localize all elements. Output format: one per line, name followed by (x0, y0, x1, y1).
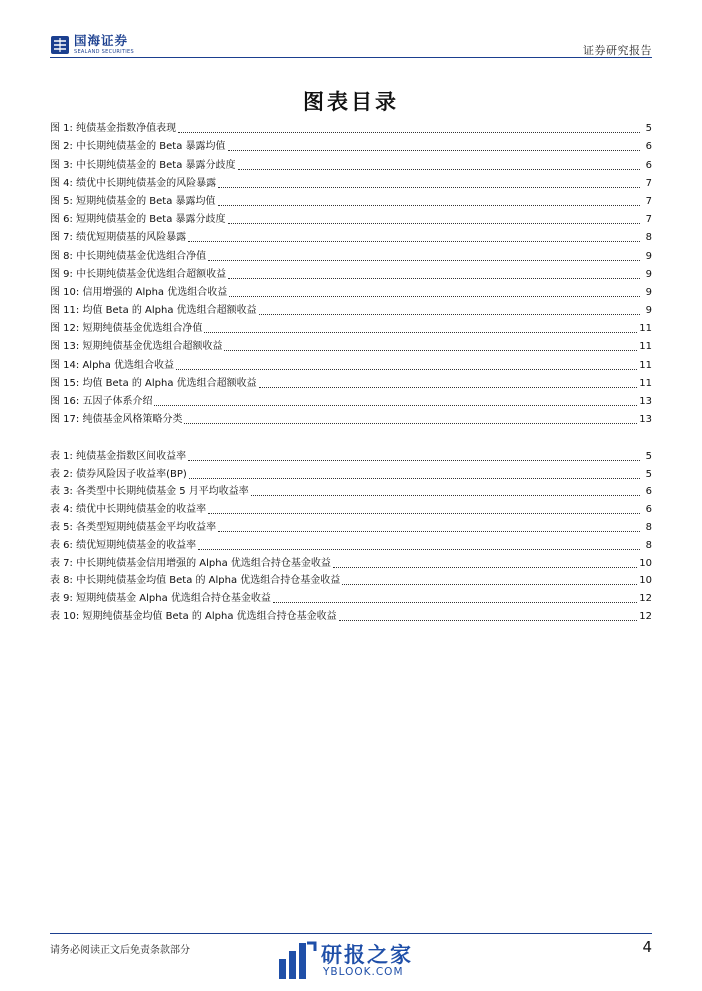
toc-entry[interactable] (50, 299, 652, 317)
toc-leader-dots (198, 548, 640, 550)
toc-entry[interactable] (50, 587, 652, 605)
toc-entry-label: 表 6: 绩优短期纯债基金的收益率 (50, 539, 197, 551)
figure-toc-list (50, 117, 652, 426)
page-header (50, 32, 652, 60)
toc-entry[interactable] (50, 335, 652, 353)
toc-entry[interactable] (50, 226, 652, 244)
toc-entry-page: 12 (639, 593, 652, 605)
toc-entry-label: 图 16: 五因子体系介绍 (50, 396, 153, 407)
toc-entry-page: 6 (645, 504, 652, 516)
toc-leader-dots (259, 313, 640, 315)
toc-entry-label: 图 1: 纯债基金指数净值表现 (50, 123, 177, 135)
watermark-cn-text: 研报之家 (321, 943, 413, 967)
toc-entry-label: 图 17: 纯债基金风格策略分类 (50, 414, 183, 426)
toc-leader-dots (218, 186, 640, 188)
toc-entry-label: 表 4: 绩优中长期纯债基金的收益率 (50, 504, 207, 516)
toc-leader-dots (218, 204, 640, 206)
toc-entry-page: 11 (639, 341, 652, 353)
toc-leader-dots (204, 331, 637, 333)
toc-entry[interactable] (50, 281, 652, 299)
toc-entry-page: 6 (645, 159, 652, 171)
toc-entry-page: 9 (645, 286, 652, 298)
page-number: 4 (642, 938, 652, 956)
toc-entry-page: 5 (645, 123, 652, 135)
toc-entry-page: 8 (645, 539, 652, 551)
toc-leader-dots (259, 386, 638, 388)
toc-entry[interactable] (50, 135, 652, 153)
toc-entry[interactable] (50, 570, 652, 588)
toc-leader-dots (339, 619, 638, 621)
company-logo (50, 32, 134, 58)
toc-entry[interactable] (50, 153, 652, 171)
toc-entry[interactable] (50, 498, 652, 516)
toc-entry-label: 图 13: 短期纯债基金优选组合超额收益 (50, 341, 223, 353)
toc-entry-label: 图 11: 均值 Beta 的 Alpha 优选组合超额收益 (50, 305, 257, 317)
toc-entry-label: 图 12: 短期纯债基金优选组合净值 (50, 323, 203, 335)
toc-entry-label: 图 9: 中长期纯债基金优选组合超额收益 (50, 268, 227, 280)
toc-entry-page: 13 (639, 414, 652, 426)
toc-entry-page: 9 (645, 305, 652, 317)
toc-entry-page: 5 (645, 450, 652, 462)
toc-entry-label: 表 10: 短期纯债基金均值 Beta 的 Alpha 优选组合持仓基金收益 (50, 610, 337, 622)
toc-entry[interactable] (50, 463, 652, 481)
toc-entry[interactable] (50, 516, 652, 534)
toc-leader-dots (178, 131, 640, 133)
toc-entry-page: 13 (639, 396, 652, 407)
toc-entry[interactable] (50, 445, 652, 463)
toc-leader-dots (208, 259, 640, 261)
toc-entry[interactable] (50, 408, 652, 426)
toc-entry-page: 7 (645, 214, 652, 226)
logo-en-text: SEALAND SECURITIES (74, 48, 134, 55)
header-divider (50, 57, 652, 58)
toc-entry[interactable] (50, 172, 652, 190)
toc-leader-dots (273, 601, 637, 603)
toc-entry-page: 11 (639, 323, 652, 335)
toc-entry-page: 6 (645, 486, 652, 498)
toc-entry-label: 图 8: 中长期纯债基金优选组合净值 (50, 250, 207, 262)
watermark-en-text: YBLOOK.COM (323, 966, 404, 978)
toc-entry[interactable] (50, 552, 652, 570)
watermark (277, 935, 437, 985)
toc-entry-page: 7 (645, 195, 652, 207)
toc-leader-dots (228, 277, 640, 279)
toc-entry-label: 表 7: 中长期纯债基金信用增强的 Alpha 优选组合持仓基金收益 (50, 557, 331, 569)
toc-leader-dots (208, 512, 640, 514)
page-title: 图表目录 (303, 89, 399, 114)
disclaimer-text: 请务必阅读正文后免责条款部分 (50, 945, 190, 956)
toc-entry-page: 9 (645, 268, 652, 280)
toc-leader-dots (188, 459, 640, 461)
logo-cn-text: 国海证券 (74, 33, 129, 49)
toc-entry[interactable] (50, 353, 652, 371)
toc-leader-dots (189, 477, 640, 479)
toc-entry-label: 表 1: 纯债基金指数区间收益率 (50, 450, 187, 462)
toc-leader-dots (238, 168, 640, 170)
footer-divider (50, 933, 652, 934)
toc-entry-page: 8 (645, 232, 652, 244)
toc-entry[interactable] (50, 317, 652, 335)
toc-entry-label: 表 5: 各类型短期纯债基金平均收益率 (50, 521, 217, 533)
toc-entry[interactable] (50, 190, 652, 208)
toc-entry-label: 表 9: 短期纯债基金 Alpha 优选组合持仓基金收益 (50, 593, 271, 605)
toc-entry-label: 图 2: 中长期纯债基金的 Beta 暴露均值 (50, 141, 226, 153)
toc-entry-label: 图 4: 绩优中长期纯债基金的风险暴露 (50, 177, 217, 189)
toc-entry-label: 图 15: 均值 Beta 的 Alpha 优选组合超额收益 (50, 377, 257, 389)
toc-entry[interactable] (50, 208, 652, 226)
toc-entry[interactable] (50, 481, 652, 499)
toc-leader-dots (188, 240, 640, 242)
toc-entry-page: 6 (645, 141, 652, 153)
toc-leader-dots (228, 222, 640, 224)
toc-entry-label: 图 10: 信用增强的 Alpha 优选组合收益 (50, 286, 228, 298)
toc-entry-page: 7 (645, 177, 652, 189)
toc-leader-dots (184, 422, 637, 424)
toc-entry-label: 表 3: 各类型中长期纯债基金 5 月平均收益率 (50, 486, 249, 498)
toc-leader-dots (342, 583, 637, 585)
toc-entry-page: 8 (645, 521, 652, 533)
toc-leader-dots (251, 494, 640, 496)
toc-entry-page: 9 (645, 250, 652, 262)
toc-entry-page: 11 (639, 377, 652, 389)
toc-leader-dots (228, 149, 640, 151)
toc-leader-dots (333, 566, 637, 568)
toc-leader-dots (224, 349, 637, 351)
toc-entry-page: 10 (639, 557, 652, 569)
toc-entry[interactable] (50, 263, 652, 281)
toc-leader-dots (176, 368, 637, 370)
toc-entry-label: 图 7: 绩优短期债基的风险暴露 (50, 232, 187, 244)
toc-entry[interactable] (50, 372, 652, 390)
table-toc-list (50, 445, 652, 623)
report-type-label: 证券研究报告 (583, 44, 652, 57)
toc-leader-dots (154, 404, 637, 406)
toc-entry-page: 12 (639, 610, 652, 622)
toc-entry[interactable] (50, 244, 652, 262)
toc-entry[interactable] (50, 117, 652, 135)
toc-entry-label: 表 8: 中长期纯债基金均值 Beta 的 Alpha 优选组合持仓基金收益 (50, 575, 341, 587)
toc-entry-page: 11 (639, 359, 652, 371)
toc-entry-label: 图 3: 中长期纯债基金的 Beta 暴露分歧度 (50, 159, 236, 171)
toc-entry-page: 5 (645, 468, 652, 480)
toc-entry-page: 10 (639, 575, 652, 587)
toc-entry-label: 图 14: Alpha 优选组合收益 (50, 359, 175, 371)
toc-leader-dots (218, 530, 640, 532)
watermark-logo-icon (277, 939, 317, 981)
toc-entry[interactable] (50, 605, 652, 623)
sealand-logo-icon (50, 35, 70, 55)
toc-entry[interactable] (50, 390, 652, 408)
toc-entry-label: 图 6: 短期纯债基金的 Beta 暴露分歧度 (50, 214, 226, 226)
toc-leader-dots (229, 295, 640, 297)
toc-entry-label: 图 5: 短期纯债基金的 Beta 暴露均值 (50, 195, 216, 207)
toc-entry-label: 表 2: 债券风险因子收益率(BP) (50, 468, 187, 480)
toc-entry[interactable] (50, 534, 652, 552)
